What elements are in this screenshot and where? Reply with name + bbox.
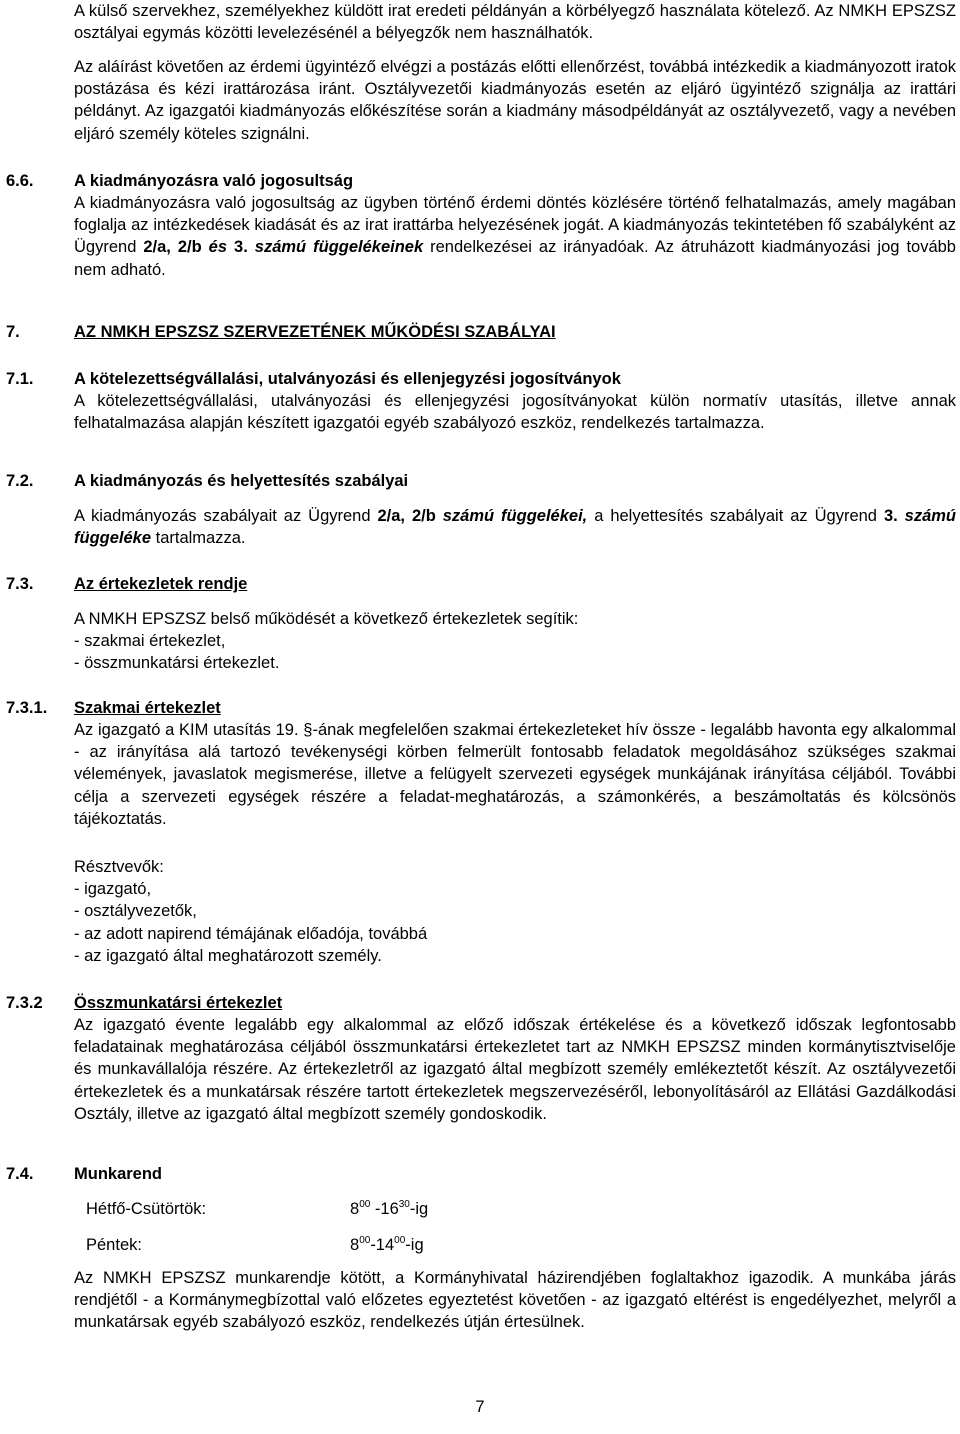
section-title: AZ NMKH EPSZSZ SZERVEZETÉNEK MŰKÖDÉSI SZABÁLYAI bbox=[74, 323, 556, 341]
body-bold-italic: számú függelékei, bbox=[435, 507, 588, 525]
body-bold-italic: számú függelékeinek bbox=[254, 238, 424, 257]
section-number: 7.4. bbox=[6, 1165, 34, 1183]
list-item: - az igazgató által meghatározott személy. bbox=[74, 946, 382, 965]
list-item: - osztályvezetők, bbox=[74, 902, 197, 921]
section-title: Az értekezletek rendje bbox=[74, 575, 248, 593]
section-7-3-body bbox=[74, 608, 956, 675]
list-item: - szakmai értekezlet, bbox=[74, 632, 226, 651]
body-bold: 2/a, 2/b bbox=[377, 507, 436, 525]
section-6-6-body bbox=[74, 192, 956, 281]
body-bold: 2/a, 2/b bbox=[143, 238, 202, 257]
body-bold: 3. bbox=[883, 507, 898, 525]
schedule-label: Péntek: bbox=[86, 1236, 142, 1254]
body-text: tartalmazza. bbox=[151, 529, 246, 548]
participants-list bbox=[74, 856, 956, 967]
section-title: A kötelezettségvállalási, utalványozási és ellenjegyzési jogosítványok bbox=[74, 370, 621, 388]
section-7-1-body: A kötelezettségvállalási, utalványozási és ellenjegyzési jogosítványokat külön normatív utasítás, illetve annak felhatalmazása alapján készített igazgatói egyéb szabályozó eszköz, rendelkezés tartalmazza. bbox=[74, 392, 956, 433]
list-item: - az adott napirend témájának előadója, továbbá bbox=[74, 924, 428, 943]
section-number: 7.2. bbox=[6, 472, 34, 490]
body-bold-italic: számú függeléke bbox=[74, 507, 957, 548]
section-title: Munkarend bbox=[74, 1165, 163, 1183]
section-number: 6.6. bbox=[6, 172, 34, 190]
schedule-hours: $8^{00}$ $-16^{30}-ig$ bbox=[350, 1199, 429, 1218]
list-item: - igazgató, bbox=[74, 880, 152, 899]
section-7-3-2-body: Az igazgató évente legalább egy alkalommal az előző időszak értékelése és a következő időszak legfontosabb feladatainak meghatározása céljából összmunkatársi értekezletet tart az NMKH EPSZSZ minden kormánytisztviselője és munkavállalója részére. Az értekezletről az igazgató által megbízott személy emlékeztetőt készít. Az osztályvezetői értekezletek és a munkatársak részére tartott értekezletek megszervezéséről, lebonyolításáról az Ellátási Gazdálkodási Osztály, illetve az igazgató által megbízott személy gondoskodik. bbox=[74, 1016, 956, 1123]
intro-line: A NMKH EPSZSZ belső működését a következő értekezletek segítik: bbox=[74, 610, 579, 628]
section-7-3-1-body: Az igazgató a KIM utasítás 19. §-ának megfelelően szakmai értekezleteket hív össze - legalább havonta egy alkalommal - az irányítása alá tartozó tevékenységi körben felmerült fontosabb feladatok megoldásához szükséges szakmai vélemények, javaslatok megismerése, illetve a felügyelt szervezeti egységek munkájának irányítása céljából. További célja a szervezeti egységek részére a feladat-meghatározás, a számonkérés, a beszámoltatás és kölcsönös tájékoztatás. bbox=[74, 721, 956, 828]
body-text: A kiadmányozás szabályait az Ügyrend bbox=[74, 507, 378, 525]
section-title: A kiadmányozás és helyettesítés szabályai bbox=[74, 472, 409, 490]
body-bold-italic: és bbox=[201, 238, 235, 257]
section-number: 7. bbox=[6, 323, 20, 341]
section-number: 7.3. bbox=[6, 575, 34, 593]
section-title: Összmunkatársi értekezlet bbox=[74, 994, 283, 1012]
schedule-hours: $8^{00}-14^{00}-ig$ bbox=[350, 1235, 424, 1254]
section-number: 7.1. bbox=[6, 370, 34, 388]
intro-paragraph-1: A külső szervekhez, személyekhez küldött irat eredeti példányán a körbélyegző használata kötelező. Az NMKH EPSZSZ osztályai egymás közötti levelezésénél a bélyegzők nem használhatók. bbox=[74, 2, 956, 43]
section-title: Szakmai értekezlet bbox=[74, 699, 221, 717]
section-7-2-body bbox=[74, 505, 956, 549]
body-text: a helyettesítés szabályait az Ügyrend bbox=[587, 507, 884, 525]
body-text: rendelkezései az irányadóak. Az átruházott kiadmányozási jog tovább nem adható. bbox=[74, 238, 956, 279]
page-number: 7 bbox=[475, 1398, 485, 1416]
section-number: 7.3.2 bbox=[6, 994, 43, 1012]
body-bold: 3. bbox=[234, 238, 255, 257]
list-item: - összmunkatársi értekezlet. bbox=[74, 654, 280, 673]
schedule-label: Hétfő-Csütörtök: bbox=[86, 1200, 207, 1218]
intro-paragraph-2: Az aláírást követően az érdemi ügyintéző elvégzi a postázás előtti ellenőrzést, továbbá intézkedik a kiadmányozott iratok postázása és kézi irattározása iránt. Osztályvezetői kiadmányozás esetén az eljáró ügyintéző szignálja az irattári példányt. Az igazgatói kiadmányozás előkészítése során a kiadmány másodpéldányát az osztályvezető, vagy a nevében eljáró személy köteles szignálni. bbox=[74, 58, 956, 143]
section-title: A kiadmányozásra való jogosultság bbox=[74, 172, 354, 190]
section-7-4-body: Az NMKH EPSZSZ munkarendje kötött, a Kormányhivatal házirendjében foglaltakhoz igazodik. A munkába járás rendjétől - a Kormánymegbízottal való előzetes egyeztetést követően - az igazgató eltérést is engedélyezhet, melyről a munkatársak egyéb szabályozó eszköz, rendelkezés útján értesülnek. bbox=[74, 1269, 956, 1332]
section-number: 7.3.1. bbox=[6, 699, 48, 717]
participants-label: Résztvevők: bbox=[74, 858, 164, 876]
body-text: A kiadmányozásra való jogosultság az ügyben történő érdemi döntés közlésére történő felhatalmazás, amely magában foglalja az intézkedések kiadását és az irat irattárba helyezésének jogát. A kiadmányozás tekintetében fő szabályként az Ügyrend bbox=[74, 194, 956, 257]
